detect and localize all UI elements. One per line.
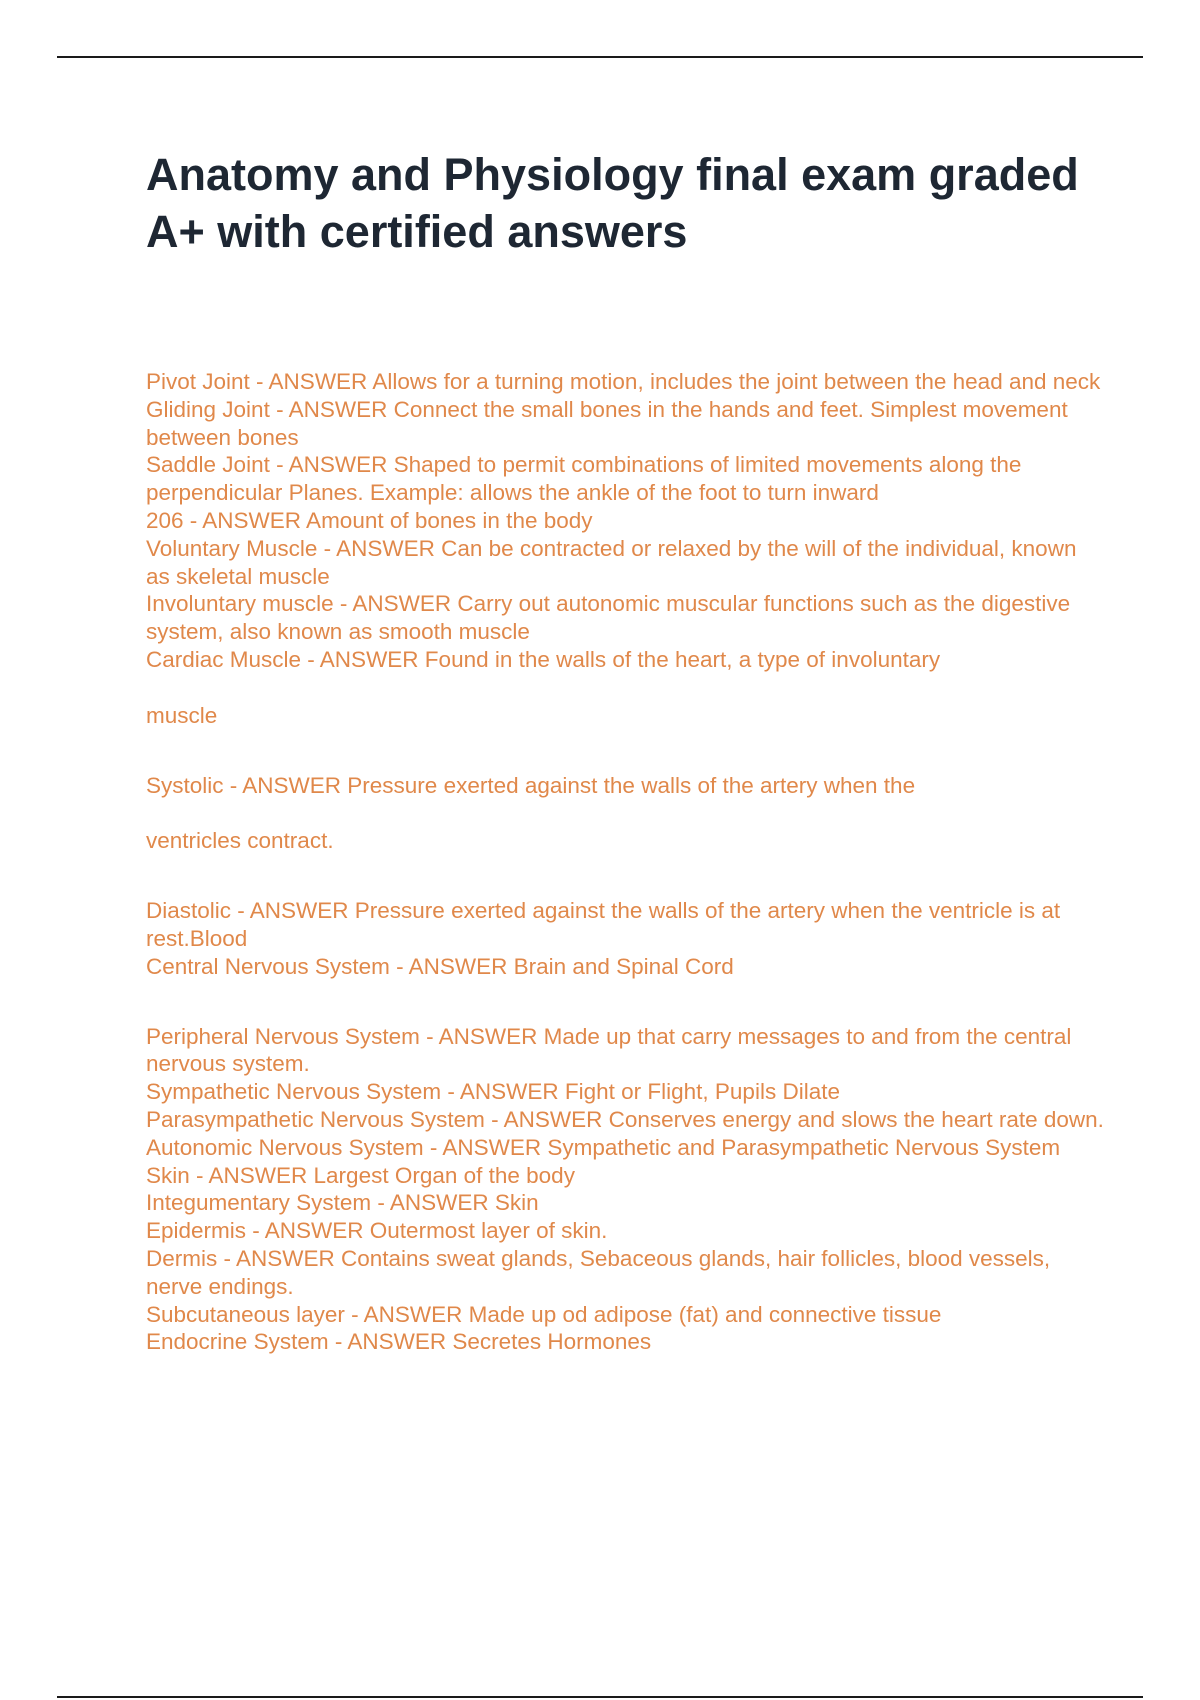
qa-entry-saddle-joint: Saddle Joint - ANSWER Shaped to permit combinations of limited movements along the perpendicular Planes. Example: allows the ankle of the foot to turn inward xyxy=(146,452,1022,506)
qa-entry-subcutaneous-layer: Subcutaneous layer - ANSWER Made up od adipose (fat) and connective tissue xyxy=(146,1301,942,1327)
qa-entry-cardiac-muscle: Cardiac Muscle - ANSWER Found in the walls of the heart, a type of involuntary xyxy=(146,646,941,672)
qa-entry-peripheral-nervous-system: Peripheral Nervous System - ANSWER Made up that carry messages to and from the central nervous system. xyxy=(146,1023,1072,1077)
qa-list xyxy=(146,368,1106,1356)
qa-entry-skin: Skin - ANSWER Largest Organ of the body xyxy=(146,1162,575,1188)
qa-entry-cardiac-muscle-continuation: muscle xyxy=(146,702,218,728)
qa-entry-voluntary-muscle: Voluntary Muscle - ANSWER Can be contracted or relaxed by the will of the individual, known as skeletal muscle xyxy=(146,535,1077,589)
footer-rule xyxy=(57,1696,1143,1698)
qa-entry-dermis: Dermis - ANSWER Contains sweat glands, Sebaceous glands, hair follicles, blood vessels, nerve endings. xyxy=(146,1245,1051,1299)
qa-entry-central-nervous-system: Central Nervous System - ANSWER Brain and Spinal Cord xyxy=(146,953,734,979)
qa-entry-epidermis: Epidermis - ANSWER Outermost layer of skin. xyxy=(146,1218,608,1244)
qa-entry-involuntary-muscle: Involuntary muscle - ANSWER Carry out autonomic muscular functions such as the digestive system, also known as smooth muscle xyxy=(146,591,1071,645)
qa-entry-systolic: Systolic - ANSWER Pressure exerted against the walls of the artery when the xyxy=(146,772,916,798)
qa-entry-integumentary-system: Integumentary System - ANSWER Skin xyxy=(146,1190,539,1216)
qa-entry-gliding-joint: Gliding Joint - ANSWER Connect the small bones in the hands and feet. Simplest movement between bones xyxy=(146,396,1068,450)
qa-entry-systolic-continuation: ventricles contract. xyxy=(146,828,334,854)
header-rule xyxy=(57,56,1143,58)
qa-entry-endocrine-system: Endocrine System - ANSWER Secretes Hormones xyxy=(146,1329,652,1355)
qa-entry-autonomic-nervous-system: Autonomic Nervous System - ANSWER Sympathetic and Parasympathetic Nervous System xyxy=(146,1134,1061,1160)
qa-entry-pivot-joint: Pivot Joint - ANSWER Allows for a turning motion, includes the joint between the head and neck xyxy=(146,369,1101,394)
qa-entry-206: 206 - ANSWER Amount of bones in the body xyxy=(146,507,593,533)
qa-entry-sympathetic-nervous-system: Sympathetic Nervous System - ANSWER Fight or Flight, Pupils Dilate xyxy=(146,1079,840,1105)
qa-entry-diastolic: Diastolic - ANSWER Pressure exerted against the walls of the artery when the ventricle is at rest.Blood xyxy=(146,898,1061,951)
qa-entry-parasympathetic-nervous-system: Parasympathetic Nervous System - ANSWER Conserves energy and slows the heart rate down. xyxy=(146,1106,1104,1132)
page-title: Anatomy and Physiology final exam graded A+ with certified answers xyxy=(146,149,1079,257)
